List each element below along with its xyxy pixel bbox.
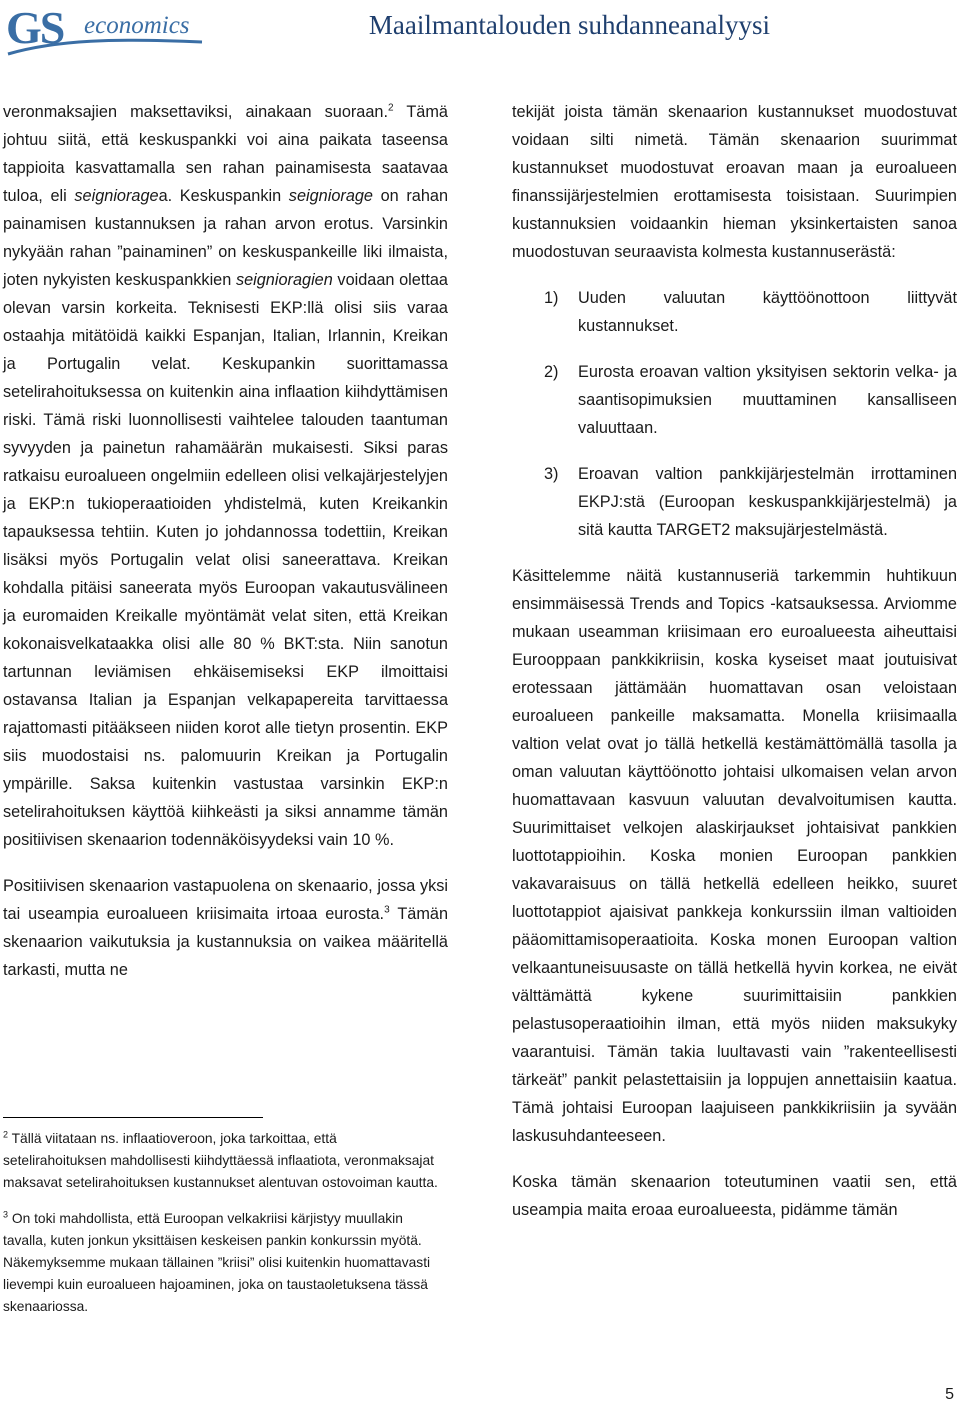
gs-economics-logo bbox=[6, 2, 206, 58]
list-item: 2) Eurosta eroavan valtion yksityisen sektorin velka- ja saantisopimuksien muuttaminen kansalliseen valuuttaan. bbox=[544, 363, 957, 437]
right-paragraph-2: Käsittelemme näitä kustannuseriä tarkemmin huhtikuun ensimmäisessä Trends and Topics -katsauksessa. Arviomme mukaan useamman kriisimaan ero euroalueesta aiheuttaisi Eurooppaan pankkikriisin, koska kyseiset maat joutuisivat erotessaan jättämään huomattavan osan veloistaan euroalueen pankeille maksamatta. Monella kriisimaalla valtion velat ovat jo tällä hetkellä kestämättömällä tasolla ja oman valuutan käyttöönotto johtaisi ulkomaisen velan arvon huomattavaan kasvuun valuutan devalvoitumisen kautta. Suurimittaiset velkojen alaskirjaukset johtaisivat pankkien luottotappioihin. Koska monien Euroopan pankkien vakavaraisuus on tällä hetkellä edelleen heikko, suuret luottotappiot ajaisivat pankkeja konkurssiin ilman valtioiden pääomittamisoperaatioita. Koska monen Euroopan valtion velkaantuneisuusaste on tällä hetkellä hyvin korkea, ne eivät välttämättä kykene suurimittaisiin pankkien pelastusoperaatioihin ilman, että myös niiden maksukyky vaarantuisi. Tämän takia luultavasti vain ”rakenteellisesti tärkeät” pankit pelastettaisiin ja loppujen annettaisiin kaatua. Tämä johtaisi Euroopan laajuiseen pankkikriisiin ja syvään laskusuhdanteeseen. bbox=[512, 567, 957, 1145]
cost-items-list bbox=[512, 284, 957, 544]
right-column bbox=[512, 98, 957, 1242]
list-item: 1) Uuden valuutan käyttöönottoon liittyvät kustannukset. bbox=[544, 289, 957, 335]
logo-swoosh-icon bbox=[6, 36, 206, 58]
list-item: 3) Eroavan valtion pankkijärjestelmän irrottaminen EKPJ:stä (Euroopan keskuspankkijärjestelmä) ja sitä kautta TARGET2 maksujärjestelmästä. bbox=[544, 465, 957, 539]
footnote-ref-3: 3 bbox=[384, 904, 390, 916]
footnote-3: $^3$ On toki mahdollista, että Euroopan velkakriisi kärjistyy muullakin tavalla, kuten jonkun yksittäisen keskeisen pankin konkurssin myötä. Näkemyksemme mukaan tällainen ”kriisi” olisi kuitenkin huomattavasti lievempi kuin euroalueen hajoaminen, joka on taustaoletuksena tässä skenaariossa. bbox=[3, 1209, 431, 1314]
page-number: 5 bbox=[945, 1386, 954, 1403]
document-title: Maailmantalouden suhdanneanalyysi bbox=[368, 10, 770, 40]
page-header bbox=[0, 0, 960, 62]
footnotes bbox=[3, 1128, 443, 1332]
logo-economics-text: economics bbox=[84, 12, 190, 39]
logo-gs-mark: GS bbox=[6, 2, 64, 53]
left-column bbox=[3, 98, 448, 1002]
right-paragraph-3: Koska tämän skenaarion toteutuminen vaatii sen, että useampia maita eroaa euroalueesta, pidämme tämän bbox=[512, 1173, 957, 1219]
footnote-2: $^2$ Tällä viitataan ns. inflaatioveroon, joka tarkoittaa, että setelirahoituksen mahdollisesti kiihdyttäessä inflaatiota, veronmaksajat maksavat setelirahoituksen kustannukset alentuvan ostovoiman kautta. bbox=[3, 1129, 438, 1190]
right-paragraph-1: tekijät joista tämän skenaarion kustannukset muodostuvat voidaan silti nimetä. Tämän skenaarion suurimmat kustannukset muodostuvat eroavan maan ja euroalueen finanssijärjestelmien erottamisesta toisistaan. Suurimpien kustannuksien voidaankin hieman yksinkertaisten sanoa muodostuvan seuraavista kolmesta kustannuserästä: bbox=[512, 103, 957, 261]
footnote-divider bbox=[3, 1117, 263, 1118]
left-paragraph-1: veronmaksajien maksettaviksi, ainakaan suoraan.$^2$ Tämä johtuu siitä, että keskuspankki voi aina paikata taseensa tappioita kasvattamalla sen rahan painamisesta saatavaa tuloa, eli seignioragea. Keskuspankin seigniorage on rahan painamisen kustannuksen ja rahan arvon erotus. Varsinkin nykyään rahan ”painaminen” on keskuspankeille liki ilmaista, joten nykyisten keskuspankkien seignioragien voidaan olettaa olevan varsin korkeita. Teknisesti EKP:llä olisi siis varaa ostaahja mitätöidä kaikki Espanjan, Italian, Irlannin, Kreikan ja Portugalin velat. Keskupankin suorittamassa setelirahoituksessa on kuitenkin aina inflaation kiihdyttämisen riski. Tämä riski luonnollisesti vaihtelee talouden taantuman syvyyden ja painetun rahamäärän mukaisesti. Siksi paras ratkaisu euroalueen ongelmiin edelleen olisi velkajärjestelyjen ja EKP:n tukioperaatioiden yhdistelmä, kuten Kreikankin tapauksessa tehtiin. Kuten jo johdannossa todettiin, Kreikan lisäksi myös Portugalin velat olisi saneerattava. Kreikan kohdalla pitäisi saneerata myös Euroopan vakautusvälineen ja euromaiden Kreikalle myöntämät velat siten, että Kreikan kokonaisvelkataakka olisi alle 80 % BKT:sta. Niin sanotun tartunnan leviämisen ehkäisemiseksi EKP ilmoittaisi ostavansa Italian ja Espanjan velkapapereita tarvittaessa rajattomasti pitääkseen niiden korot alle tietyn prosentin. EKP siis muodostaisi ns. palomuurin Kreikan ja Portugalin ympärille. Saksa kuitenkin vastustaa varsinkin EKP:n setelirahoituksen käyttöä kiihkeästi ja siksi annamme tämän positiivisen skenaarion todennäköisyydeksi vain 10 %. bbox=[3, 102, 448, 849]
left-paragraph-2: Positiivisen skenaarion vastapuolena on skenaario, jossa yksi tai useampia euroalueen kriisimaita irtoaa eurosta.$^3$ Tämän skenaarion vaikutuksia ja kustannuksia on vaikea määritellä tarkasti, mutta ne bbox=[3, 877, 448, 979]
footnote-ref-2: 2 bbox=[388, 102, 394, 114]
